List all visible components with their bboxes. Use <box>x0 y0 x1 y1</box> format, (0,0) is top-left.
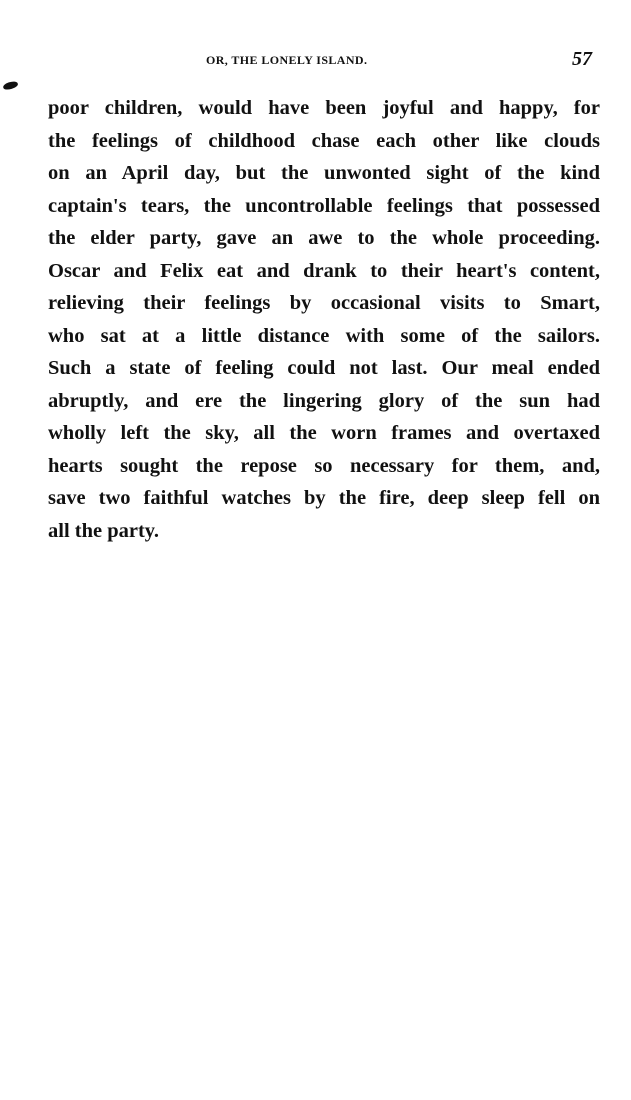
text-line: all the party. <box>48 519 160 542</box>
text-line: the elder party, gave an awe to the whole proceeding. <box>48 227 600 249</box>
text-line: on an April day, but the unwonted sight of the kind <box>48 162 600 184</box>
text-line: relieving their feelings by occasional visits to Smart, <box>48 292 600 314</box>
text-line: the feelings of childhood chase each other like clouds <box>48 129 600 152</box>
text-line: abruptly, and ere the lingering glory of the sun had <box>48 389 600 412</box>
text-line: save two faithful watches by the fire, deep sleep fell on <box>48 487 600 509</box>
page-number: 57 <box>572 48 592 70</box>
text-line: hearts sought the repose so necessary for them, and, <box>48 454 600 477</box>
ink-blot <box>2 80 18 91</box>
text-line: poor children, would have been joyful and happy, for <box>48 97 600 119</box>
text-line: Such a state of feeling could not last. Our meal ended <box>48 357 600 379</box>
text-line: who sat at a little distance with some of the sailors. <box>48 324 600 347</box>
text-line: wholly left the sky, all the worn frames and overtaxed <box>48 422 600 444</box>
running-header <box>0 48 631 72</box>
text-line: captain's tears, the uncontrollable feelings that possessed <box>48 194 600 217</box>
text-line: Oscar and Felix eat and drank to their heart's content, <box>48 259 600 282</box>
body-paragraph <box>48 92 600 547</box>
running-title: OR, THE LONELY ISLAND. <box>206 53 368 67</box>
